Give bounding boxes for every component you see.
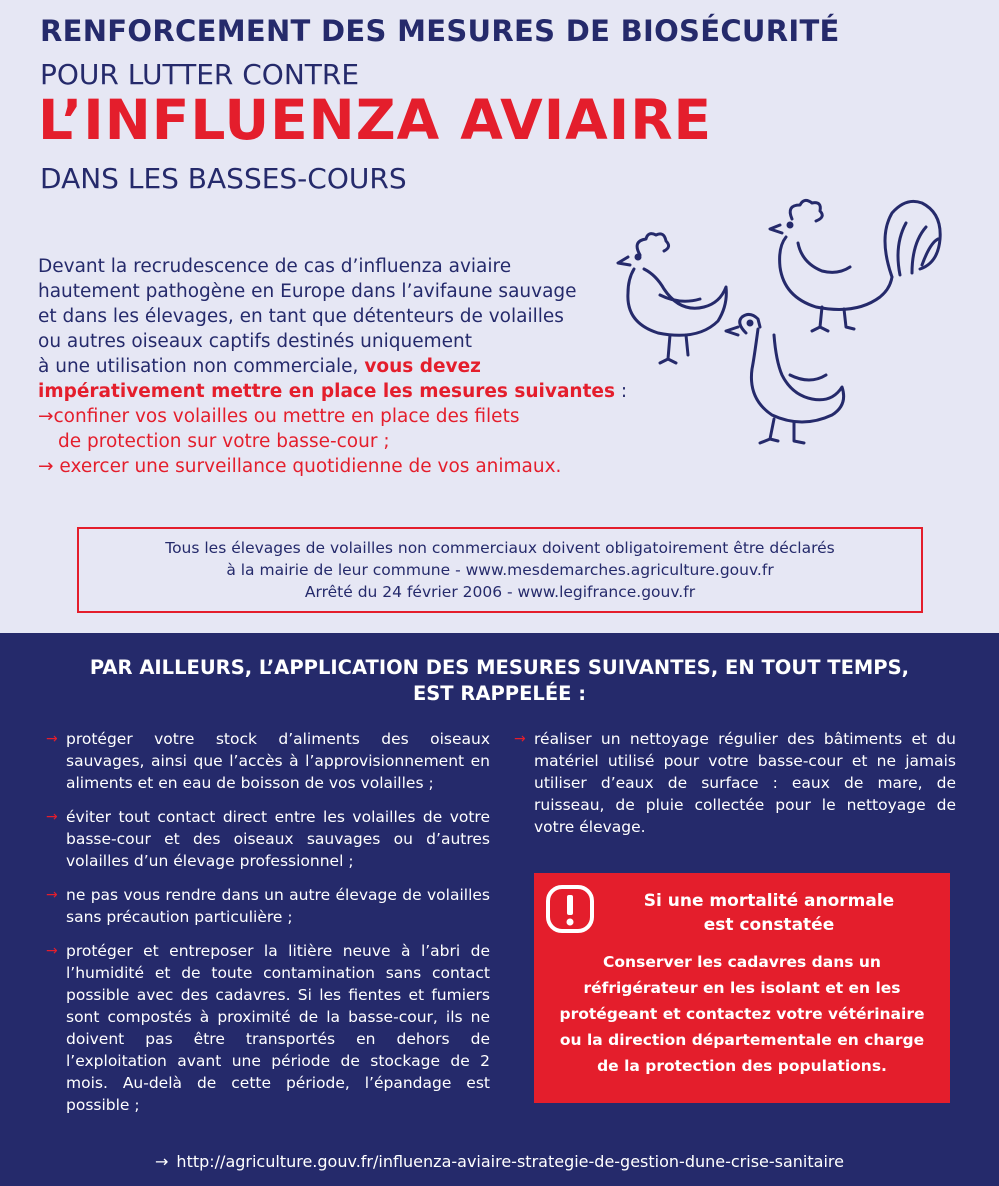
alert-body-line: de la protection des populations. [597, 1057, 887, 1075]
intro-line [38, 354, 598, 379]
intro-bullet: de protection sur votre basse-cour ; [58, 431, 390, 452]
list-item [514, 728, 956, 838]
arrow-right-icon: → [46, 809, 58, 825]
intro-line: Devant la recrudescence de cas d’influenza aviaire [38, 256, 512, 277]
alert-heading-line: Si une mortalité anormale [643, 891, 895, 911]
intro-line: et dans les élevages, en tant que détenteurs de volailles [38, 306, 564, 327]
intro-emphasis: vous devez [364, 356, 481, 377]
list-item-text: réaliser un nettoyage régulier des bâtiments et du matériel utilisé pour votre basse-cour et ne jamais utiliser d’eaux de surface : eaux de mare, de ruisseau, de pluie collectée pour le nettoyage de votre élevage. [534, 730, 956, 836]
notice-line: Arrêté du 24 février 2006 - www.legifrance.gouv.fr [304, 583, 696, 601]
measures-title-line: PAR AILLEURS, L’APPLICATION DES MESURES SUIVANTES, EN TOUT TEMPS, [89, 656, 910, 679]
footer-link-url[interactable]: http://agriculture.gouv.fr/influenza-aviaire-strategie-de-gestion-dune-crise-sanitaire [176, 1152, 844, 1171]
list-item [46, 806, 490, 872]
title-line-2: POUR LUTTER CONTRE [40, 58, 360, 91]
intro-emphasis: impérativement mettre en place les mesures suivantes [38, 381, 615, 402]
alert-body-line: ou la direction départementale en charge [559, 1031, 925, 1049]
intro-text-part: à une utilisation non commerciale, [38, 356, 365, 377]
intro-line: ou autres oiseaux captifs destinés uniquement [38, 331, 472, 352]
list-item-text: éviter tout contact direct entre les volailles de votre basse-cour et des oiseaux sauvages ou d’autres volailles d’un élevage professionnel ; [66, 808, 490, 870]
exclamation-icon [544, 883, 596, 935]
intro-bullet: →confiner vos volailles ou mettre en place des filets [38, 406, 520, 427]
alert-body [544, 949, 940, 1079]
goose-icon [726, 314, 844, 443]
intro-line [38, 379, 628, 404]
arrow-right-icon: → [514, 731, 526, 747]
notice-line: Tous les élevages de volailles non commerciaux doivent obligatoirement être déclarés [165, 539, 835, 557]
poultry-birds-icon [600, 195, 960, 455]
title-line-4: DANS LES BASSES-COURS [40, 162, 407, 195]
arrow-right-icon: → [155, 1152, 169, 1171]
list-item-text: ne pas vous rendre dans un autre élevage de volailles sans précaution particulière ; [66, 886, 490, 926]
declaration-notice [77, 527, 923, 613]
alert-body-line: réfrigérateur en les isolant et en les [583, 979, 901, 997]
hen-icon [618, 234, 726, 363]
arrow-right-icon: → [46, 943, 58, 959]
list-item [46, 940, 490, 1116]
mortality-alert-box [534, 873, 950, 1103]
measures-section [0, 633, 999, 1186]
intro-line: hautement pathogène en Europe dans l’avifaune sauvage [38, 281, 577, 302]
alert-heading-line: est constatée [703, 915, 835, 935]
footer-link[interactable] [0, 1152, 999, 1171]
alert-heading [604, 889, 934, 937]
list-item-text: protéger votre stock d’aliments des oiseaux sauvages, ainsi que l’accès à l’approvisionnement en aliments et en eau de boisson de vos volailles ; [66, 730, 490, 792]
measures-title-line: EST RAPPELÉE : [412, 682, 587, 705]
alert-body-line: Conserver les cadavres dans un [603, 953, 881, 971]
list-item [46, 728, 490, 794]
measures-left-column [46, 728, 490, 1128]
arrow-right-icon: → [46, 887, 58, 903]
intro-text-part: : [615, 381, 628, 402]
list-item [46, 884, 490, 928]
title-main: L’INFLUENZA AVIAIRE [38, 88, 713, 152]
title-line-1: RENFORCEMENT DES MESURES DE BIOSÉCURITÉ [40, 14, 840, 48]
measures-title [0, 655, 999, 707]
arrow-right-icon: → [46, 731, 58, 747]
rooster-icon [770, 200, 940, 331]
intro-bullet: → exercer une surveillance quotidienne de vos animaux. [38, 456, 562, 477]
alert-body-line: protégeant et contactez votre vétérinaire [559, 1005, 925, 1023]
intro-text [38, 254, 628, 479]
measures-right-column [514, 728, 956, 850]
notice-line: à la mairie de leur commune - www.mesdemarches.agriculture.gouv.fr [226, 561, 774, 579]
list-item-text: protéger et entreposer la litière neuve à l’abri de l’humidité et de toute contamination sans contact possible avec des cadavres. Si les fientes et fumiers sont compostés à proximité de la basse-cour, ils ne doivent pas être transportés en dehors de l’exploitation avant une période de stockage de 2 mois. Au-delà de cette période, l’épandage est possible ; [66, 942, 490, 1114]
